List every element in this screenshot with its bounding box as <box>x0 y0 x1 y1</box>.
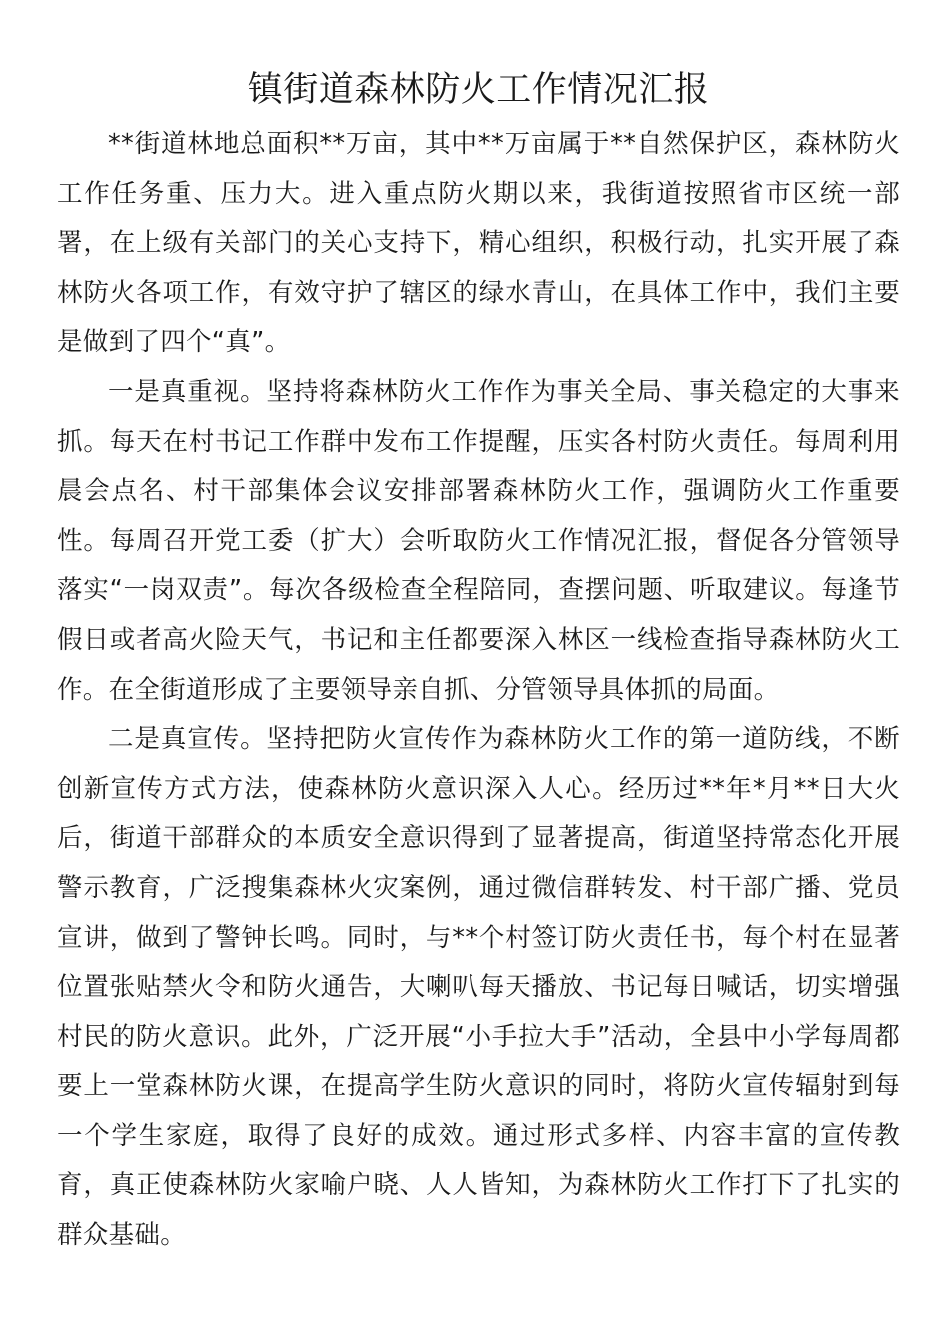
document-title: 镇街道森林防火工作情况汇报 <box>247 70 710 110</box>
paragraph-intro: **街道林地总面积**万亩，其中**万亩属于**自然保护区，森林防火工作任务重、压力大。进入重点防火期以来，我街道按照省市区统一部署，在上级有关部门的关心支持下，精心组织，积极行动，扎实开展了森林防火各项工作，有效守护了辖区的绿水青山，在具体工作中，我们主要是做到了四个“真”。 <box>57 129 900 358</box>
paragraph-publicity: 二是真宣传。坚持把防火宣传作为森林防火工作的第一道防线，不断创新宣传方式方法，使森林防火意识深入人心。经历过**年*月**日大火后，街道干部群众的本质安全意识得到了显著提高，街道坚持常态化开展警示教育，广泛搜集森林火灾案例，通过微信群转发、村干部广播、党员宣讲，做到了警钟长鸣。同时，与**个村签订防火责任书，每个村在显著位置张贴禁火令和防火通告，大喇叭每天播放、书记每日喊话，切实增强村民的防火意识。此外，广泛开展“小手拉大手”活动，全县中小学每周都要上一堂森林防火课，在提高学生防火意识的同时，将防火宣传辐射到每一个学生家庭，取得了良好的成效。通过形式多样、内容丰富的宣传教育，真正使森林防火家喻户晓、人人皆知，为森林防火工作打下了扎实的群众基础。 <box>57 724 900 1251</box>
paragraph-attention: 一是真重视。坚持将森林防火工作作为事关全局、事关稳定的大事来抓。每天在村书记工作群中发布工作提醒，压实各村防火责任。每周利用晨会点名、村干部集体会议安排部署森林防火工作，强调防火工作重要性。每周召开党工委（扩大）会听取防火工作情况汇报，督促各分管领导落实“一岗双责”。每次各级检查全程陪同，查摆问题、听取建议。每逢节假日或者高火险天气，书记和主任都要深入林区一线检查指导森林防火工作。在全街道形成了主要领导亲自抓、分管领导具体抓的局面。 <box>57 376 900 705</box>
